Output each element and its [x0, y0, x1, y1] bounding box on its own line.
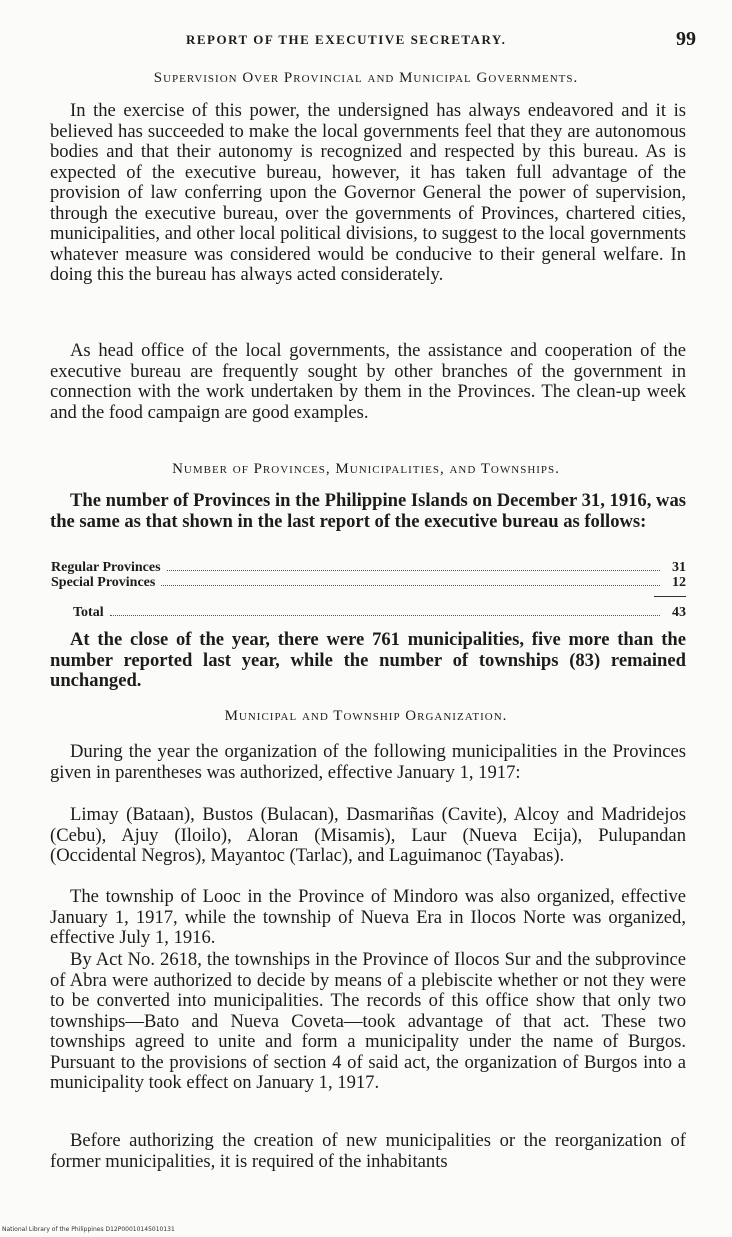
paragraph-act-2618: By Act No. 2618, the townships in the Province of Ilocos Sur and the subprovince of Abra were authorized to decide by means of a plebiscite whether or not they were to be converted into municipalities. The records of this office show that only two townships—Bato and Nueva Coveta—took advantage of that act. These two townships agreed to unite and form a municipality under the name of Burgos. Pursuant to the provisions of section 4 of said act, the organization of Burgos into a municipality took effect on January 1, 1917. — [50, 949, 686, 1093]
paragraph-organization-intro: During the year the organization of the following municipalities in the Provinces given in parentheses was authorized, effective January 1, 1917: — [50, 741, 686, 783]
paragraph-supervision: In the exercise of this power, the undersigned has always endeavored and it is believed has succeeded to make the local governments feel that they are autonomous bodies and that their autonomy is recognized and respected by this bureau. As is expected of the executive bureau, however, it has taken full advantage of the provision of law conferring upon the Governor General the power of supervision, through the executive bureau, over the governments of Provinces, chartered cities, municipalities, and other local political divisions, to suggest to the local governments whatever measure was considered would be conducive to their general welfare. In doing this the bureau has always acted considerately. — [50, 100, 686, 285]
paragraph-municipalities-count: At the close of the year, there were 761 municipalities, five more than the number reported last year, while the number of townships (83) remained unchanged. — [50, 629, 686, 691]
leader-dots — [167, 570, 660, 571]
table-row — [51, 560, 686, 575]
row-value: 12 — [672, 575, 686, 590]
sum-rule — [654, 596, 686, 597]
section-title-municipal-organization: Municipal and Township Organization. — [224, 708, 508, 724]
paragraph-looc-township: The township of Looc in the Province of Mindoro was also organized, effective January 1, 1917, while the township of Nueva Era in Ilocos Norte was organized, effective July 1, 1916. — [50, 886, 686, 948]
paragraph-before-authorizing: Before authorizing the creation of new municipalities or the reorganization of former municipalities, it is required of the inhabitants — [50, 1130, 686, 1172]
total-label: Total — [73, 605, 104, 620]
paragraph-head-office: As head office of the local governments, the assistance and cooperation of the executive bureau are frequently sought by other branches of the government in connection with the work undertaken by them in the Provinces. The clean-up week and the food campaign are good examples. — [50, 340, 686, 423]
row-value: 31 — [672, 560, 686, 575]
table-total-row — [51, 605, 686, 620]
row-label: Regular Provinces — [51, 560, 161, 575]
provinces-total — [51, 605, 686, 620]
leader-dots — [110, 615, 660, 616]
provinces-table — [51, 560, 686, 590]
leader-dots — [161, 585, 660, 586]
paragraph-municipalities-list: Limay (Bataan), Bustos (Bulacan), Dasmariñas (Cavite), Alcoy and Madridejos (Cebu), Ajuy (Iloilo), Aloran (Misamis), Laur (Nueva Ecija), Pulupandan (Occidental Negros), Mayantoc (Tarlac), and Laguimanoc (Tayabas). — [50, 804, 686, 866]
page-number: 99 — [676, 28, 696, 50]
footer-source: National Library of the Philippines D12P00010145010131 — [2, 1226, 175, 1233]
section-title-number-of-provinces: Number of Provinces, Municipalities, and Townships. — [172, 461, 560, 477]
row-label: Special Provinces — [51, 575, 156, 590]
paragraph-number-of-provinces: The number of Provinces in the Philippine Islands on December 31, 1916, was the same as that shown in the last report of the executive bureau as follows: — [50, 490, 686, 532]
total-value: 43 — [672, 605, 686, 620]
table-row — [51, 575, 686, 590]
running-head: REPORT OF THE EXECUTIVE SECRETARY. — [186, 32, 507, 47]
section-title-supervision: Supervision Over Provincial and Municipal Governments. — [153, 70, 579, 86]
